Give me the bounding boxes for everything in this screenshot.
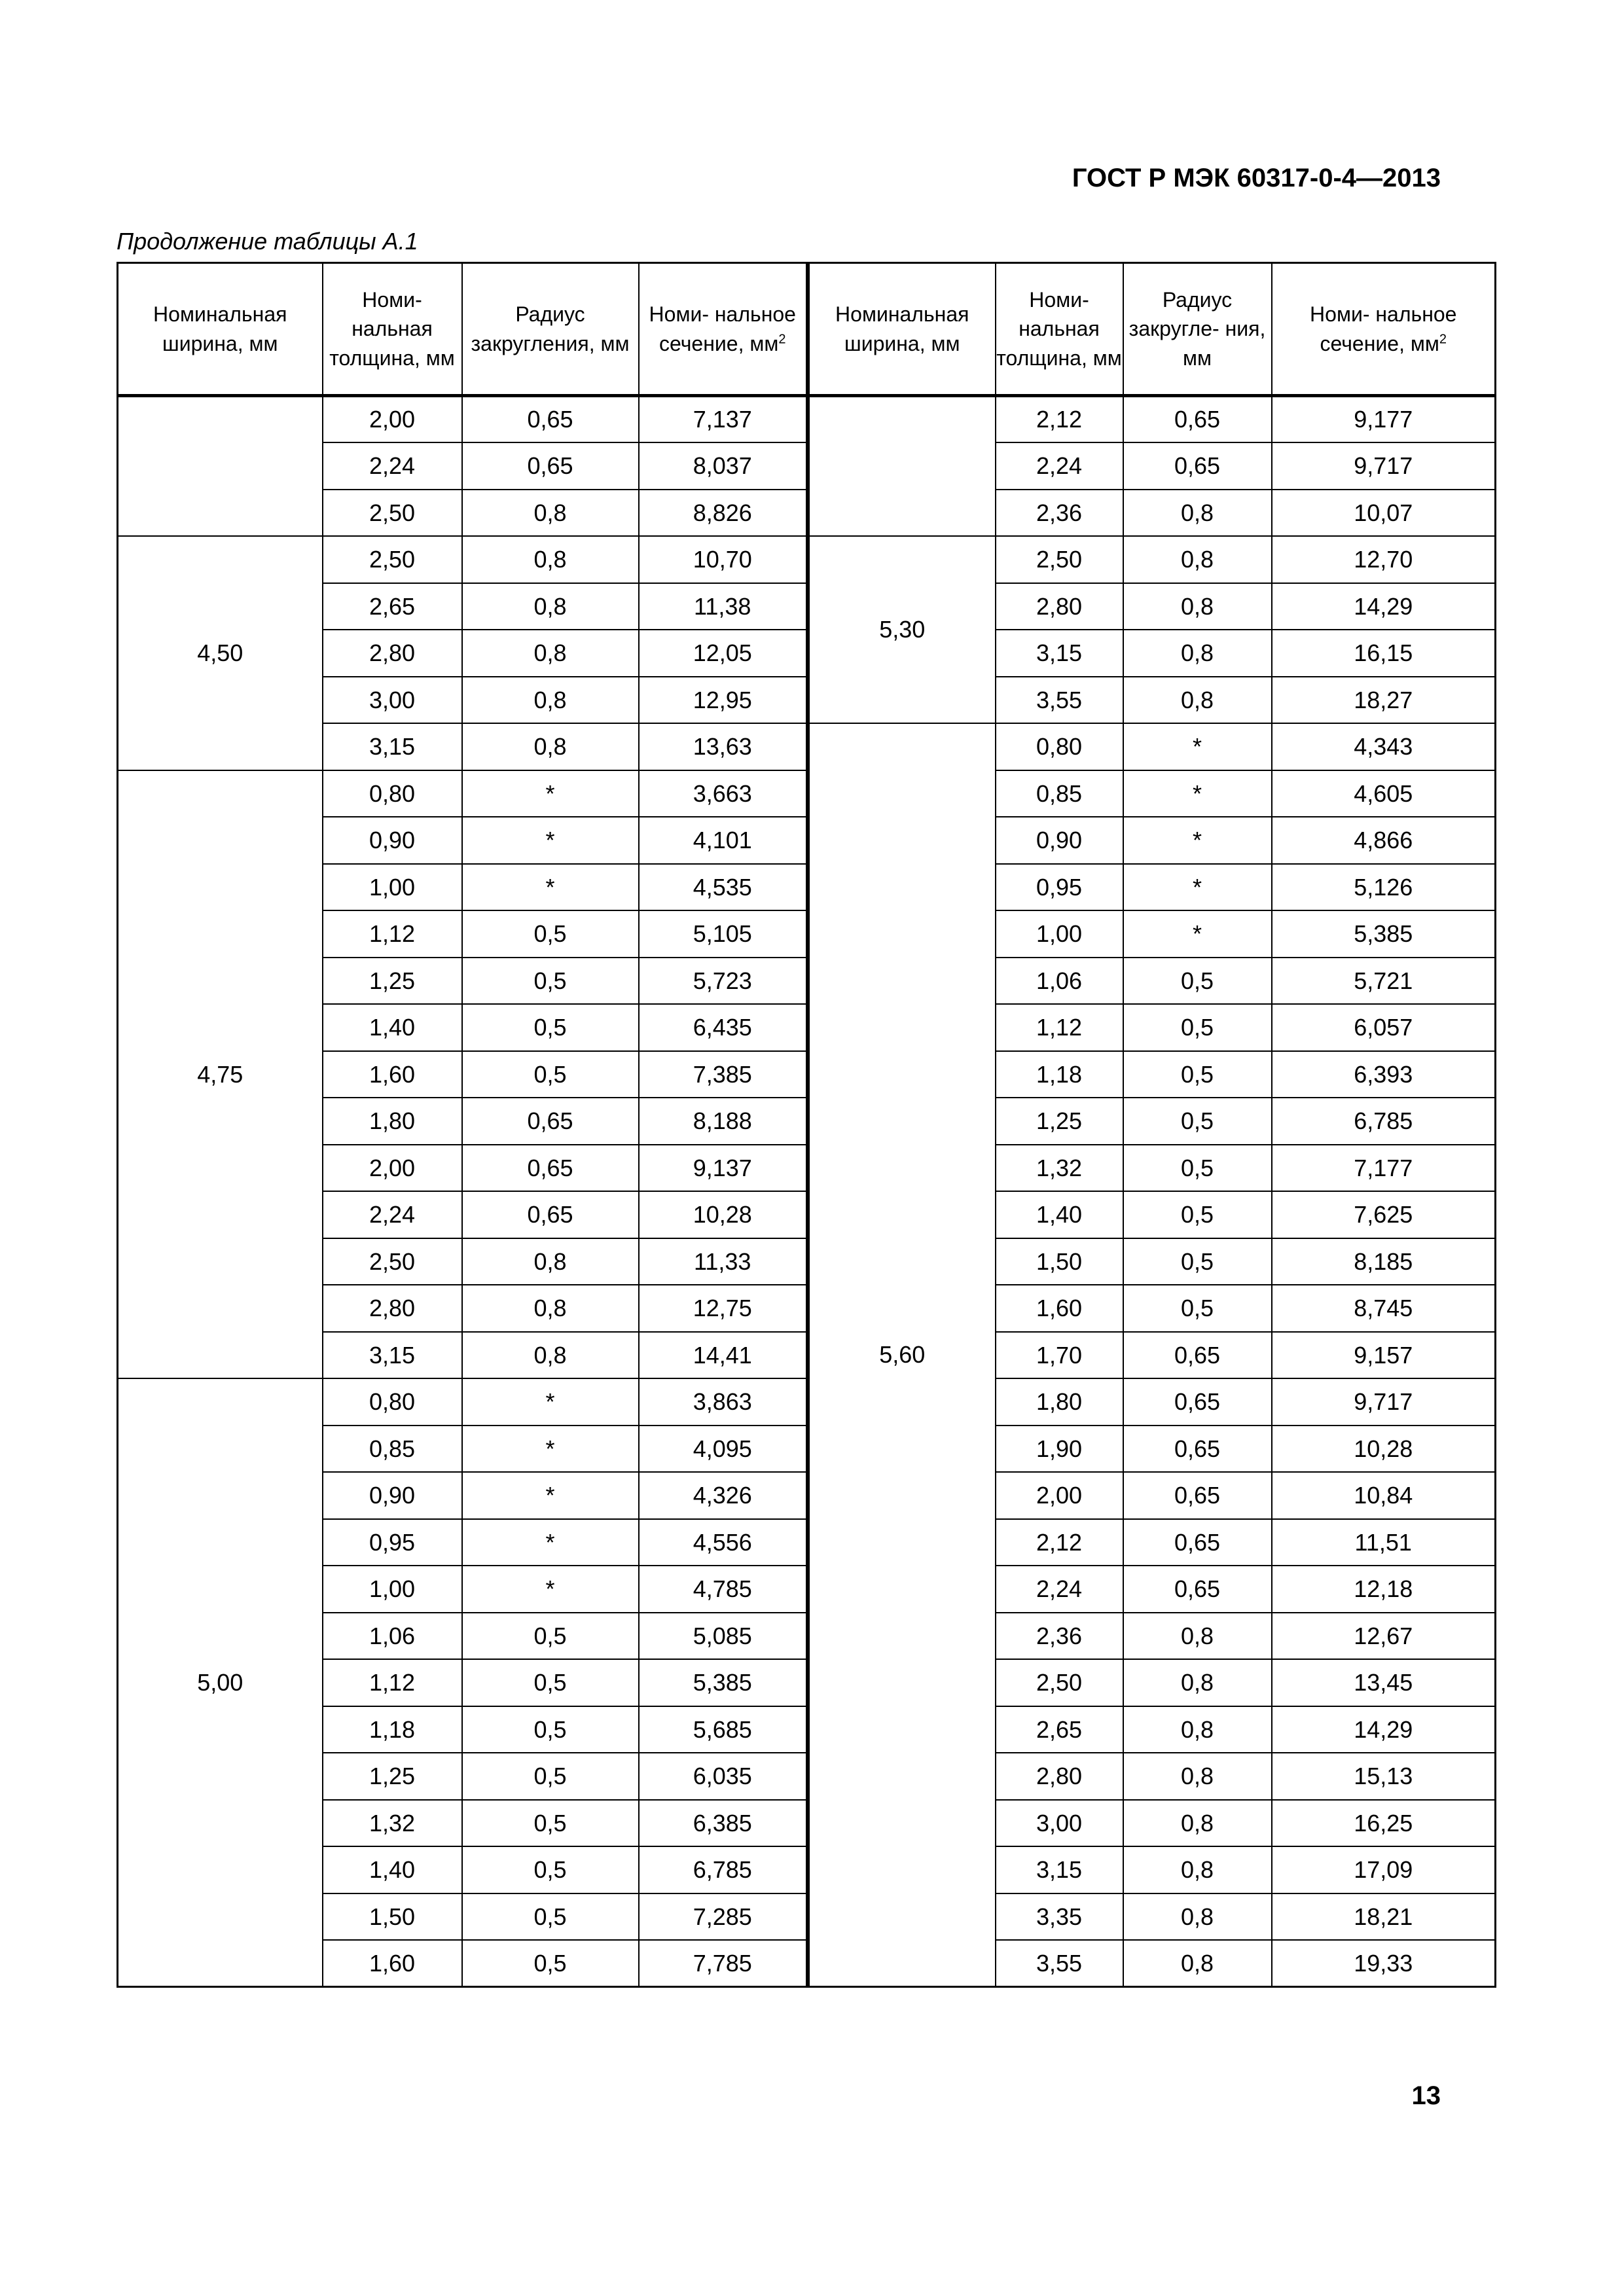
cell-radius: 0,65 bbox=[462, 396, 639, 443]
cell-section: 9,137 bbox=[639, 1145, 807, 1192]
cell-section: 9,717 bbox=[1272, 442, 1496, 490]
cell-thickness: 3,15 bbox=[996, 630, 1123, 677]
cell-thickness: 1,50 bbox=[996, 1238, 1123, 1285]
cell-section: 17,09 bbox=[1272, 1846, 1496, 1893]
cell-section: 4,556 bbox=[639, 1519, 807, 1566]
cell-section: 4,535 bbox=[639, 864, 807, 911]
cell-thickness: 0,85 bbox=[996, 770, 1123, 817]
cell-section: 4,326 bbox=[639, 1472, 807, 1519]
cell-thickness: 1,18 bbox=[323, 1706, 462, 1753]
table-right-body bbox=[809, 396, 1496, 1987]
cell-thickness: 3,00 bbox=[996, 1800, 1123, 1847]
header-section-label: Номи- нальное сечение, мм bbox=[649, 302, 796, 355]
cell-section: 10,28 bbox=[1272, 1426, 1496, 1473]
header-section-sup: 2 bbox=[778, 331, 786, 346]
cell-radius: * bbox=[1123, 864, 1272, 911]
cell-section: 16,25 bbox=[1272, 1800, 1496, 1847]
cell-radius: 0,65 bbox=[1123, 1426, 1272, 1473]
cell-radius: * bbox=[462, 1426, 639, 1473]
cell-section: 3,663 bbox=[639, 770, 807, 817]
cell-section: 15,13 bbox=[1272, 1753, 1496, 1800]
cell-radius: * bbox=[462, 1519, 639, 1566]
table-caption: Продолжение таблицы А.1 bbox=[117, 228, 418, 255]
cell-thickness: 2,65 bbox=[323, 583, 462, 630]
cell-thickness: 1,00 bbox=[996, 910, 1123, 958]
cell-radius: 0,65 bbox=[462, 1191, 639, 1238]
cell-nominal-width: 5,00 bbox=[118, 1378, 323, 1987]
cell-section: 5,723 bbox=[639, 958, 807, 1005]
cell-section: 4,101 bbox=[639, 817, 807, 864]
cell-section: 18,27 bbox=[1272, 677, 1496, 724]
cell-radius: 0,8 bbox=[462, 1238, 639, 1285]
cell-thickness: 2,50 bbox=[996, 1659, 1123, 1706]
cell-thickness: 1,50 bbox=[323, 1893, 462, 1941]
cell-section: 5,721 bbox=[1272, 958, 1496, 1005]
cell-section: 12,70 bbox=[1272, 536, 1496, 583]
cell-radius: 0,8 bbox=[1123, 1753, 1272, 1800]
cell-section: 8,745 bbox=[1272, 1285, 1496, 1332]
table-row bbox=[809, 723, 1496, 770]
cell-section: 12,67 bbox=[1272, 1613, 1496, 1660]
cell-radius: 0,5 bbox=[462, 958, 639, 1005]
cell-radius: * bbox=[1123, 910, 1272, 958]
cell-section: 16,15 bbox=[1272, 630, 1496, 677]
cell-thickness: 2,80 bbox=[996, 583, 1123, 630]
cell-radius: 0,65 bbox=[1123, 1378, 1272, 1426]
table-left bbox=[117, 262, 808, 1988]
cell-section: 13,45 bbox=[1272, 1659, 1496, 1706]
cell-radius: 0,65 bbox=[1123, 396, 1272, 443]
cell-section: 3,863 bbox=[639, 1378, 807, 1426]
cell-radius: 0,5 bbox=[1123, 1285, 1272, 1332]
cell-thickness: 1,90 bbox=[996, 1426, 1123, 1473]
cell-radius: 0,5 bbox=[1123, 1145, 1272, 1192]
cell-radius: * bbox=[462, 864, 639, 911]
header-thickness: Номи- нальная толщина, мм bbox=[996, 263, 1123, 396]
table-right bbox=[808, 262, 1496, 1988]
cell-section: 7,785 bbox=[639, 1940, 807, 1987]
cell-section: 19,33 bbox=[1272, 1940, 1496, 1987]
cell-thickness: 2,36 bbox=[996, 1613, 1123, 1660]
header-width: Номинальная ширина, мм bbox=[809, 263, 996, 396]
cell-radius: 0,5 bbox=[462, 1800, 639, 1847]
cell-radius: 0,8 bbox=[1123, 630, 1272, 677]
cell-nominal-width: 4,50 bbox=[118, 536, 323, 770]
cell-radius: 0,5 bbox=[462, 1659, 639, 1706]
cell-thickness: 2,80 bbox=[323, 630, 462, 677]
cell-thickness: 2,50 bbox=[323, 490, 462, 537]
cell-section: 10,28 bbox=[639, 1191, 807, 1238]
page-number: 13 bbox=[1411, 2081, 1441, 2110]
cell-section: 7,285 bbox=[639, 1893, 807, 1941]
cell-section: 8,037 bbox=[639, 442, 807, 490]
cell-radius: 0,65 bbox=[1123, 1332, 1272, 1379]
cell-thickness: 0,85 bbox=[323, 1426, 462, 1473]
cell-radius: 0,5 bbox=[462, 1753, 639, 1800]
cell-thickness: 3,55 bbox=[996, 677, 1123, 724]
header-width: Номинальная ширина, мм bbox=[118, 263, 323, 396]
cell-radius: 0,8 bbox=[462, 583, 639, 630]
cell-radius: 0,65 bbox=[1123, 1566, 1272, 1613]
cell-thickness: 0,90 bbox=[323, 1472, 462, 1519]
cell-section: 6,035 bbox=[639, 1753, 807, 1800]
cell-section: 8,185 bbox=[1272, 1238, 1496, 1285]
cell-radius: 0,8 bbox=[462, 630, 639, 677]
cell-section: 8,188 bbox=[639, 1098, 807, 1145]
cell-thickness: 1,80 bbox=[996, 1378, 1123, 1426]
header-section-label: Номи- нальное сечение, мм bbox=[1310, 302, 1457, 355]
cell-radius: 0,65 bbox=[1123, 442, 1272, 490]
cell-section: 14,29 bbox=[1272, 583, 1496, 630]
cell-nominal-width bbox=[809, 396, 996, 537]
cell-section: 6,393 bbox=[1272, 1051, 1496, 1098]
cell-thickness: 2,24 bbox=[323, 442, 462, 490]
cell-section: 9,177 bbox=[1272, 396, 1496, 443]
cell-nominal-width: 4,75 bbox=[118, 770, 323, 1379]
cell-section: 5,385 bbox=[639, 1659, 807, 1706]
cell-radius: 0,8 bbox=[462, 490, 639, 537]
cell-radius: * bbox=[462, 770, 639, 817]
cell-thickness: 1,18 bbox=[996, 1051, 1123, 1098]
table-header-row bbox=[118, 263, 807, 396]
cell-radius: 0,5 bbox=[1123, 1191, 1272, 1238]
cell-thickness: 3,15 bbox=[323, 723, 462, 770]
cell-thickness: 0,90 bbox=[323, 817, 462, 864]
cell-thickness: 1,12 bbox=[996, 1004, 1123, 1051]
cell-radius: 0,65 bbox=[1123, 1472, 1272, 1519]
cell-thickness: 1,00 bbox=[323, 1566, 462, 1613]
cell-thickness: 2,00 bbox=[323, 1145, 462, 1192]
cell-section: 10,07 bbox=[1272, 490, 1496, 537]
cell-radius: 0,8 bbox=[1123, 677, 1272, 724]
table-row bbox=[118, 1378, 807, 1426]
cell-thickness: 0,95 bbox=[996, 864, 1123, 911]
cell-radius: 0,8 bbox=[1123, 1800, 1272, 1847]
cell-section: 10,70 bbox=[639, 536, 807, 583]
cell-section: 12,75 bbox=[639, 1285, 807, 1332]
cell-radius: 0,5 bbox=[1123, 1051, 1272, 1098]
cell-section: 5,126 bbox=[1272, 864, 1496, 911]
cell-radius: 0,8 bbox=[1123, 583, 1272, 630]
cell-radius: 0,65 bbox=[1123, 1519, 1272, 1566]
cell-thickness: 2,12 bbox=[996, 1519, 1123, 1566]
cell-radius: 0,8 bbox=[462, 677, 639, 724]
cell-thickness: 2,80 bbox=[323, 1285, 462, 1332]
cell-section: 6,385 bbox=[639, 1800, 807, 1847]
cell-thickness: 1,12 bbox=[323, 910, 462, 958]
cell-radius: 0,8 bbox=[462, 1332, 639, 1379]
cell-radius: * bbox=[462, 817, 639, 864]
cell-section: 7,625 bbox=[1272, 1191, 1496, 1238]
cell-radius: 0,5 bbox=[462, 1051, 639, 1098]
cell-thickness: 1,40 bbox=[323, 1846, 462, 1893]
cell-radius: 0,5 bbox=[462, 1940, 639, 1987]
header-section-sup: 2 bbox=[1439, 331, 1447, 346]
table-row bbox=[118, 396, 807, 443]
table-header-row bbox=[809, 263, 1496, 396]
cell-thickness: 1,32 bbox=[996, 1145, 1123, 1192]
cell-section: 12,95 bbox=[639, 677, 807, 724]
cell-section: 7,137 bbox=[639, 396, 807, 443]
cell-section: 7,385 bbox=[639, 1051, 807, 1098]
cell-thickness: 2,36 bbox=[996, 490, 1123, 537]
cell-radius: 0,5 bbox=[462, 910, 639, 958]
cell-section: 5,385 bbox=[1272, 910, 1496, 958]
cell-radius: 0,5 bbox=[462, 1846, 639, 1893]
cell-thickness: 1,40 bbox=[323, 1004, 462, 1051]
cell-section: 12,18 bbox=[1272, 1566, 1496, 1613]
cell-section: 10,84 bbox=[1272, 1472, 1496, 1519]
cell-section: 14,29 bbox=[1272, 1706, 1496, 1753]
cell-thickness: 1,25 bbox=[323, 1753, 462, 1800]
cell-section: 7,177 bbox=[1272, 1145, 1496, 1192]
cell-radius: 0,5 bbox=[462, 1893, 639, 1941]
cell-thickness: 1,00 bbox=[323, 864, 462, 911]
header-radius: Радиус закругления, мм bbox=[462, 263, 639, 396]
cell-thickness: 1,25 bbox=[323, 958, 462, 1005]
cell-thickness: 1,25 bbox=[996, 1098, 1123, 1145]
cell-thickness: 0,80 bbox=[323, 770, 462, 817]
cell-radius: 0,8 bbox=[462, 536, 639, 583]
cell-thickness: 2,12 bbox=[996, 396, 1123, 443]
cell-radius: 0,65 bbox=[462, 1145, 639, 1192]
cell-thickness: 3,15 bbox=[996, 1846, 1123, 1893]
cell-thickness: 3,00 bbox=[323, 677, 462, 724]
cell-section: 13,63 bbox=[639, 723, 807, 770]
table-left-body bbox=[118, 396, 807, 1987]
cell-thickness: 1,40 bbox=[996, 1191, 1123, 1238]
cell-radius: 0,5 bbox=[1123, 1004, 1272, 1051]
table-row bbox=[809, 396, 1496, 443]
table-row bbox=[118, 536, 807, 583]
cell-section: 6,435 bbox=[639, 1004, 807, 1051]
header-thickness: Номи- нальная толщина, мм bbox=[323, 263, 462, 396]
cell-section: 6,785 bbox=[639, 1846, 807, 1893]
document-header: ГОСТ Р МЭК 60317-0-4—2013 bbox=[1072, 164, 1441, 192]
cell-radius: 0,5 bbox=[1123, 1238, 1272, 1285]
table-row bbox=[809, 536, 1496, 583]
cell-nominal-width: 5,60 bbox=[809, 723, 996, 1987]
cell-section: 6,057 bbox=[1272, 1004, 1496, 1051]
cell-thickness: 2,50 bbox=[996, 536, 1123, 583]
cell-thickness: 1,60 bbox=[323, 1051, 462, 1098]
cell-section: 14,41 bbox=[639, 1332, 807, 1379]
cell-section: 18,21 bbox=[1272, 1893, 1496, 1941]
cell-section: 8,826 bbox=[639, 490, 807, 537]
cell-section: 4,785 bbox=[639, 1566, 807, 1613]
cell-thickness: 0,90 bbox=[996, 817, 1123, 864]
cell-radius: * bbox=[1123, 817, 1272, 864]
cell-thickness: 3,55 bbox=[996, 1940, 1123, 1987]
cell-radius: * bbox=[462, 1472, 639, 1519]
cell-thickness: 0,80 bbox=[996, 723, 1123, 770]
cell-thickness: 0,95 bbox=[323, 1519, 462, 1566]
cell-thickness: 2,50 bbox=[323, 536, 462, 583]
cell-radius: 0,8 bbox=[1123, 1706, 1272, 1753]
cell-radius: * bbox=[1123, 770, 1272, 817]
cell-radius: * bbox=[462, 1566, 639, 1613]
cell-radius: * bbox=[462, 1378, 639, 1426]
cell-thickness: 2,24 bbox=[996, 1566, 1123, 1613]
cell-radius: 0,5 bbox=[462, 1613, 639, 1660]
cell-radius: 0,8 bbox=[1123, 1659, 1272, 1706]
cell-thickness: 2,80 bbox=[996, 1753, 1123, 1800]
cell-thickness: 2,00 bbox=[323, 396, 462, 443]
cell-thickness: 3,35 bbox=[996, 1893, 1123, 1941]
cell-nominal-width bbox=[118, 396, 323, 537]
cell-section: 11,51 bbox=[1272, 1519, 1496, 1566]
cell-thickness: 2,65 bbox=[996, 1706, 1123, 1753]
cell-radius: 0,8 bbox=[1123, 1846, 1272, 1893]
cell-section: 4,866 bbox=[1272, 817, 1496, 864]
cell-radius: 0,65 bbox=[462, 1098, 639, 1145]
cell-section: 6,785 bbox=[1272, 1098, 1496, 1145]
cell-radius: 0,65 bbox=[462, 442, 639, 490]
cell-radius: 0,5 bbox=[462, 1706, 639, 1753]
cell-radius: * bbox=[1123, 723, 1272, 770]
cell-section: 4,605 bbox=[1272, 770, 1496, 817]
cell-radius: 0,8 bbox=[462, 1285, 639, 1332]
cell-thickness: 1,70 bbox=[996, 1332, 1123, 1379]
cell-radius: 0,8 bbox=[1123, 1613, 1272, 1660]
cell-radius: 0,8 bbox=[1123, 1893, 1272, 1941]
cell-nominal-width: 5,30 bbox=[809, 536, 996, 723]
cell-section: 5,685 bbox=[639, 1706, 807, 1753]
cell-section: 11,33 bbox=[639, 1238, 807, 1285]
cell-thickness: 1,32 bbox=[323, 1800, 462, 1847]
cell-section: 5,105 bbox=[639, 910, 807, 958]
cell-radius: 0,5 bbox=[1123, 958, 1272, 1005]
cell-section: 4,343 bbox=[1272, 723, 1496, 770]
cell-thickness: 2,00 bbox=[996, 1472, 1123, 1519]
table-row bbox=[118, 770, 807, 817]
cell-thickness: 1,60 bbox=[323, 1940, 462, 1987]
cell-section: 4,095 bbox=[639, 1426, 807, 1473]
header-section bbox=[1272, 263, 1496, 396]
header-radius: Радиус закругле- ния, мм bbox=[1123, 263, 1272, 396]
cell-radius: 0,8 bbox=[1123, 1940, 1272, 1987]
cell-section: 11,38 bbox=[639, 583, 807, 630]
cell-radius: 0,5 bbox=[1123, 1098, 1272, 1145]
cell-radius: 0,5 bbox=[462, 1004, 639, 1051]
cell-thickness: 3,15 bbox=[323, 1332, 462, 1379]
cell-thickness: 0,80 bbox=[323, 1378, 462, 1426]
cell-radius: 0,8 bbox=[462, 723, 639, 770]
cell-thickness: 1,80 bbox=[323, 1098, 462, 1145]
cell-section: 12,05 bbox=[639, 630, 807, 677]
cell-thickness: 2,24 bbox=[996, 442, 1123, 490]
cell-thickness: 1,60 bbox=[996, 1285, 1123, 1332]
cell-section: 9,717 bbox=[1272, 1378, 1496, 1426]
cell-thickness: 1,06 bbox=[323, 1613, 462, 1660]
cell-section: 9,157 bbox=[1272, 1332, 1496, 1379]
cell-thickness: 2,24 bbox=[323, 1191, 462, 1238]
cell-radius: 0,8 bbox=[1123, 536, 1272, 583]
cell-thickness: 1,12 bbox=[323, 1659, 462, 1706]
cell-radius: 0,8 bbox=[1123, 490, 1272, 537]
cell-thickness: 1,06 bbox=[996, 958, 1123, 1005]
cell-section: 5,085 bbox=[639, 1613, 807, 1660]
header-section bbox=[639, 263, 807, 396]
cell-thickness: 2,50 bbox=[323, 1238, 462, 1285]
